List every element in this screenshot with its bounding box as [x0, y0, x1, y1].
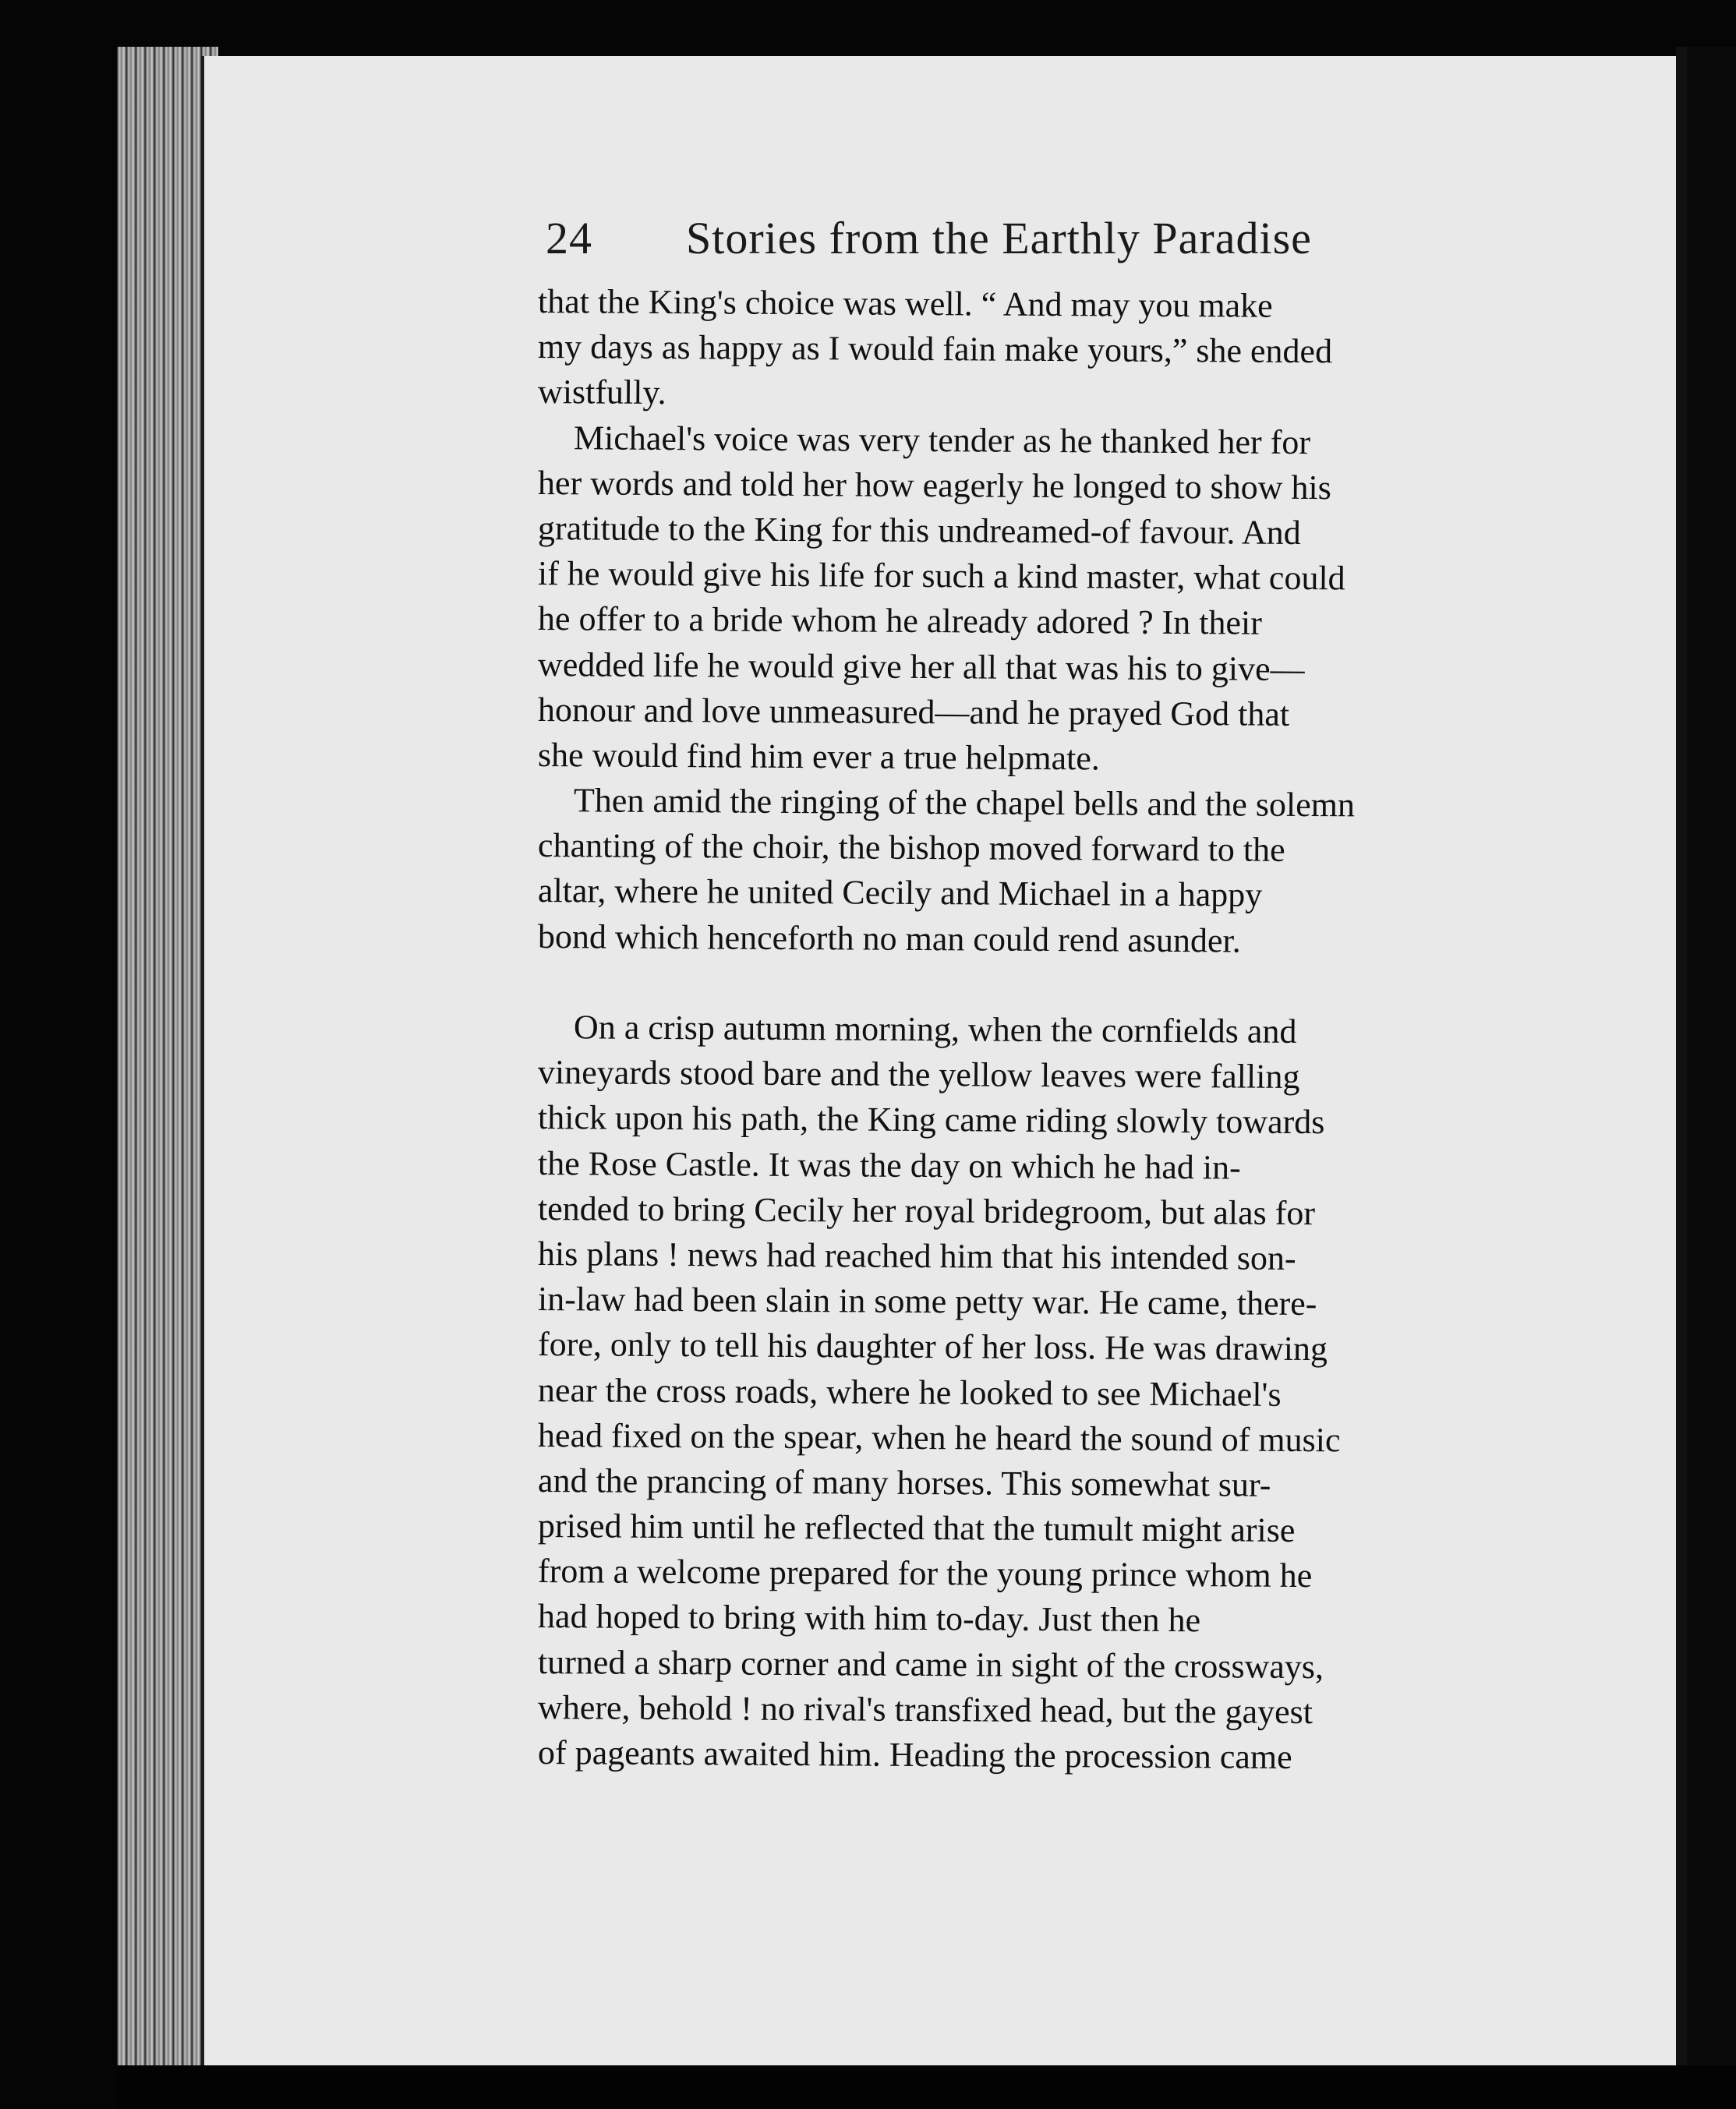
- text-line: turned a sharp corner and came in sight of the crossways,: [537, 1642, 1324, 1686]
- text-line: thick upon his path, the King came riding slowly towards: [537, 1098, 1325, 1142]
- text-line: On a crisp autumn morning, when the cornfields and: [573, 1008, 1297, 1051]
- text-line: prised him until he reflected that the tumult might arise: [537, 1507, 1296, 1549]
- text-line: wistfully.: [537, 373, 666, 412]
- page-number: 24: [546, 213, 592, 263]
- text-line: fore, only to tell his daughter of her loss. He was drawing: [537, 1325, 1328, 1369]
- text-line: tended to bring Cecily her royal bridegroom, but alas for: [537, 1189, 1316, 1232]
- text-line: altar, where he united Cecily and Michael in a happy: [537, 871, 1263, 915]
- running-title: Stories from the Earthly Paradise: [686, 213, 1312, 263]
- text-line: if he would give his life for such a kind master, what could: [537, 554, 1345, 598]
- text-line: gratitude to the King for this undreamed-of favour. And: [537, 508, 1301, 552]
- text-line: where, behold ! no rival's transfixed head, but the gayest: [537, 1687, 1313, 1731]
- text-line: the Rose Castle. It was the day on which he had in-: [537, 1143, 1241, 1187]
- text-line: wedded life he would give her all that was his to give—: [537, 645, 1305, 688]
- text-line: and the prancing of many horses. This somewhat sur-: [537, 1461, 1271, 1504]
- text-line: near the cross roads, where he looked to see Michael's: [537, 1370, 1282, 1414]
- text-line: Then amid the ringing of the chapel bells and the solemn: [573, 781, 1356, 825]
- scan-bottom-shadow: [117, 2065, 1736, 2109]
- text-line: of pageants awaited him. Heading the procession came: [537, 1733, 1292, 1776]
- body-text: [538, 279, 1551, 1775]
- text-line: chanting of the choir, the bishop moved forward to the: [537, 826, 1285, 870]
- text-line: she would find him ever a true helpmate.: [537, 735, 1101, 778]
- text-line: head fixed on the spear, when he heard the sound of music: [537, 1415, 1341, 1459]
- page-header: [546, 212, 1559, 274]
- text-line: honour and love unmeasured—and he prayed God that: [537, 690, 1290, 733]
- text-line: her words and told her how eagerly he longed to show his: [537, 463, 1332, 507]
- text-line: had hoped to bring with him to-day. Just then he: [537, 1597, 1201, 1640]
- text-line: Michael's voice was very tender as he thanked her for: [573, 418, 1311, 461]
- text-line: that the King's choice was well. “ And may you make: [537, 282, 1273, 325]
- text-line: he offer to a bride whom he already adored ? In their: [537, 599, 1263, 642]
- facing-page-edge: [1676, 47, 1687, 2081]
- text-line: vineyards stood bare and the yellow leaves were falling: [537, 1053, 1300, 1097]
- text-line: my days as happy as I would fain make yours,” she ended: [537, 327, 1333, 371]
- section-break: [538, 959, 1551, 1005]
- text-line: his plans ! news had reached him that his intended son-: [537, 1234, 1296, 1277]
- text-line: bond which henceforth no man could rend asunder.: [537, 917, 1241, 960]
- text-line: in-law had been slain in some petty war. He came, there-: [537, 1280, 1317, 1323]
- right-gutter: [1687, 47, 1736, 2081]
- text-line: from a welcome prepared for the young prince whom he: [537, 1552, 1313, 1595]
